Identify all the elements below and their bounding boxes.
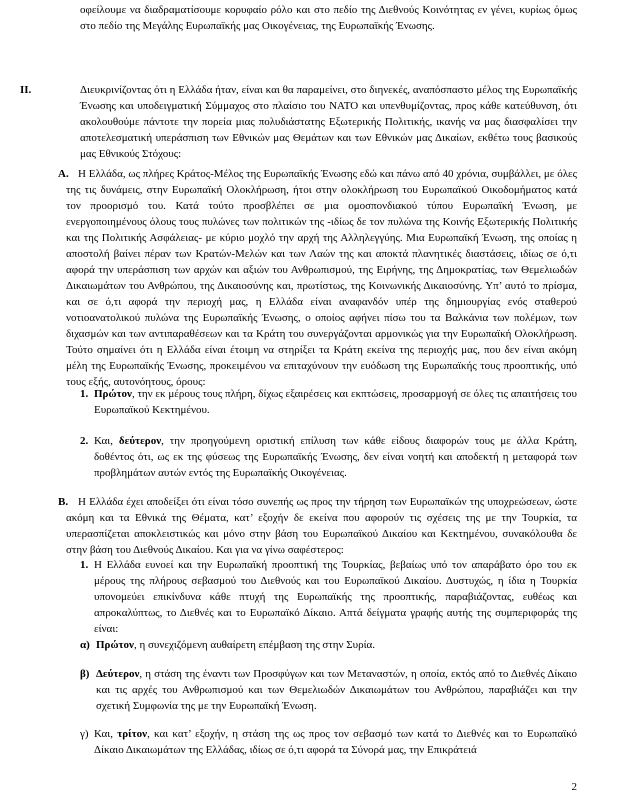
point-b-item-1: Η Ελλάδα ευνοεί και την Ευρωπαϊκή προοπτική της Τουρκίας, βεβαίως υπό τον απαράβατο όρο του εκ μέρους της πλήρους σεβασμού του Διεθνούς και του Ευρωπαϊκού Δικαίου. Δυστυχώς, η ίδια η Τουρκία υπονομεύει επικίνδυνα κάθε πτυχή της Ευρωπαϊκής της προοπτικής, παραβιάζοντας, ευθέως και απροκαλύπτως, το Διεθνές και το Ευρωπαϊκό Δίκαιο. Απτά δείγματα γραφής αυτής της συμπεριφοράς της είναι: bbox=[94, 559, 577, 635]
section-ii-numeral: II. bbox=[20, 84, 32, 96]
section-ii-text: Διευκρινίζοντας ότι η Ελλάδα ήταν, είναι και θα παραμείνει, στο διηνεκές, αναπόσπαστο μέλος της Ευρωπαϊκής Ένωσης και υποδειγματική Σύμμαχος στο πλαίσιο του ΝΑΤΟ και υπενθυμίζοντας, προς κάθε κατεύθυνση, ότι ακολουθούμε πάντοτε την πορεία μιας πολυδιάστατης Εξωτερικής Πολιτικής, ικανής να μας διασφαλίσει την αποτελεσματική υπεράσπιση των Εθνικών μας Θεμάτων και των Εθνικών μας Δικαίων, εκθέτω τους βασικούς μας Εθνικούς Στόχους: bbox=[80, 84, 577, 160]
subitem-b-bold: Δεύτερον bbox=[96, 668, 140, 680]
point-a-item-2-text: , την προηγούμενη οριστική επίλυση των κάθε είδους διαφορών τους με άλλα Κράτη, δοθέντος ότι, ως εκ της φύσεως της Ευρωπαϊκής Ένωσης, δεν είναι νοητή και αποδεκτή η μεταφορά των προβλημάτων αυτών εντός της Ευρωπαϊκής Οικογένειας. bbox=[94, 435, 577, 479]
subitem-a-label: α) bbox=[80, 639, 90, 651]
subitem-c-bold: τρίτον bbox=[117, 728, 148, 740]
subitem-b-text: , η στάση της έναντι των Προσφύγων και των Μεταναστών, η οποία, εκτός από το Διεθνές Δίκαιο και τις αρχές του Ανθρωπισμού και των Θεμελιωδών Δικαιωμάτων του Ανθρώπου, παραβιάζει και την σχετική Συμφωνία της με την Ευρωπαϊκή Ένωση. bbox=[96, 668, 577, 712]
subitem-c-label: γ) bbox=[80, 728, 89, 740]
subitem-c bbox=[94, 726, 577, 758]
subitem-a-text: , η συνεχιζόμενη αυθαίρετη επέμβαση της στην Συρία. bbox=[133, 639, 376, 651]
point-a-item-2-bold: δεύτερον bbox=[118, 435, 162, 447]
subitem-c-text: , και κατ’ εξοχήν, η στάση της ως προς τον σεβασμό των κατά το Διεθνές και το Ευρωπαϊκό Δίκαιο Δικαιωμάτων της Ελλάδας, ιδίως σε ό,τι αφορά τα Σύνορά μας, την Επικράτειά bbox=[94, 728, 577, 756]
subitem-a bbox=[96, 637, 577, 653]
subitem-c-pre: Και, bbox=[94, 728, 118, 740]
point-a-body: Η Ελλάδα, ως πλήρες Κράτος-Μέλος της Ευρωπαϊκής Ένωσης εδώ και πάνω από 40 χρόνια, συμβάλλει, με όλες της τις δυνάμεις, στην Ευρωπαϊκή Ολοκλήρωση, ήτοι στην ολοκλήρωση του Ευρωπαϊκού Οικοδομήματος κατά τον προορισμό του. Κατά τούτο προσβλέπει σε μια ομοσπονδιακού τύπου Ευρωπαϊκή Ένωση, με ενεργοποιημένους όλους τους πυλώνες των πολιτικών της -ιδίως δε τον πυλώνα της Κοινής Εξωτερικής Πολιτικής και της Πολιτικής Ασφάλειας- με κύριο μοχλό την αρχή της Αλληλεγγύης. Μια Ευρωπαϊκή Ένωση, της οποίας η αποστολή βαίνει πέραν των Κρατών-Μελών και των Λαών της και αποκτά πλανητικές διαστάσεις, ιδίως σε ό,τι αφορά την υπεράσπιση των αρχών και αξιών του Ανθρωπισμού, της Ειρήνης, της Δημοκρατίας, των Θεμελιωδών Δικαιωμάτων του Ανθρώπου, της Δικαιοσύνης και, πρωτίστως, της Κοινωνικής Δικαιοσύνης. Υπ’ αυτό το πρίσμα, και σε ό,τι αφορά την περιοχή μας, η Ελλάδα είναι αναφανδόν υπέρ της δημιουργίας ενός σταθερού νοτιοανατολικού πυλώνα της Ευρωπαϊκής Ένωσης, ο οποίος αφήνει πίσω του τα Βαλκάνια των πολέμων, των διχασμών και των αντιπαραθέσεων και τα Κράτη του συνεργάζονται αρμονικώς για την Ευρωπαϊκή Ολοκλήρωση. Τούτο σημαίνει ότι η Ελλάδα είναι έτοιμη να στηρίξει τα Κράτη εκείνα της περιοχής μας, που δεν είναι ακόμη μέλη της Ευρωπαϊκής Ένωσης, προκειμένου να επιταχύνουν την ευόδωση της Ευρωπαϊκής τους προοπτικής, υπό τους εξής, αυτονόητους, όρους: bbox=[66, 168, 577, 388]
point-a-item-1-bold: Πρώτον bbox=[94, 388, 132, 400]
point-a-text bbox=[66, 166, 577, 390]
point-b-label: B. bbox=[58, 496, 69, 508]
point-a-item-2 bbox=[94, 433, 577, 481]
point-a-item-1-text: , την εκ μέρους τους πλήρη, δίχως εξαιρέσεις και εκπτώσεις, προσαρμογή σε όλες τις απαιτήσεις του Ευρωπαϊκού Κεκτημένου. bbox=[94, 388, 577, 416]
point-b-body: Η Ελλάδα έχει αποδείξει ότι είναι τόσο συνεπής ως προς την τήρηση των Ευρωπαϊκών της υποχρεώσεων, ώστε ακόμη και τα Εθνικά της Θέματα, κατ’ εξοχήν δε εκείνα που αφορούν τις σχέσεις της με την Τουρκία, τα υπερασπίζεται αποκλειστικώς και μόνο στην βάση του Ευρωπαϊκού Δικαίου και Κεκτημένου, συνακόλουθα δε στην βάση του Διεθνούς Δικαίου. Και για να γίνω σαφέστερος: bbox=[66, 496, 577, 556]
point-a-label: A. bbox=[58, 168, 69, 180]
intro-continuation: οφείλουμε να διαδραματίσουμε κορυφαίο ρόλο και στο πεδίο της Διεθνούς Κοινότητας εν γένει, κυρίως όμως στο πεδίο της Μεγάλης Ευρωπαϊκής μας Οικογένειας, της Ευρωπαϊκής Ένωσης. bbox=[80, 4, 577, 32]
point-b-text bbox=[66, 494, 577, 558]
point-a-item-2-num: 2. bbox=[80, 435, 89, 447]
subitem-b bbox=[96, 666, 577, 714]
point-a-item-2-pre: Και, bbox=[94, 435, 119, 447]
point-b-item-1-num: 1. bbox=[80, 559, 89, 571]
point-a-item-1-num: 1. bbox=[80, 388, 89, 400]
subitem-b-label: β) bbox=[80, 668, 90, 680]
subitem-a-bold: Πρώτον bbox=[96, 639, 134, 651]
page-number: 2 bbox=[571, 781, 577, 793]
point-a-item-1 bbox=[94, 386, 577, 418]
